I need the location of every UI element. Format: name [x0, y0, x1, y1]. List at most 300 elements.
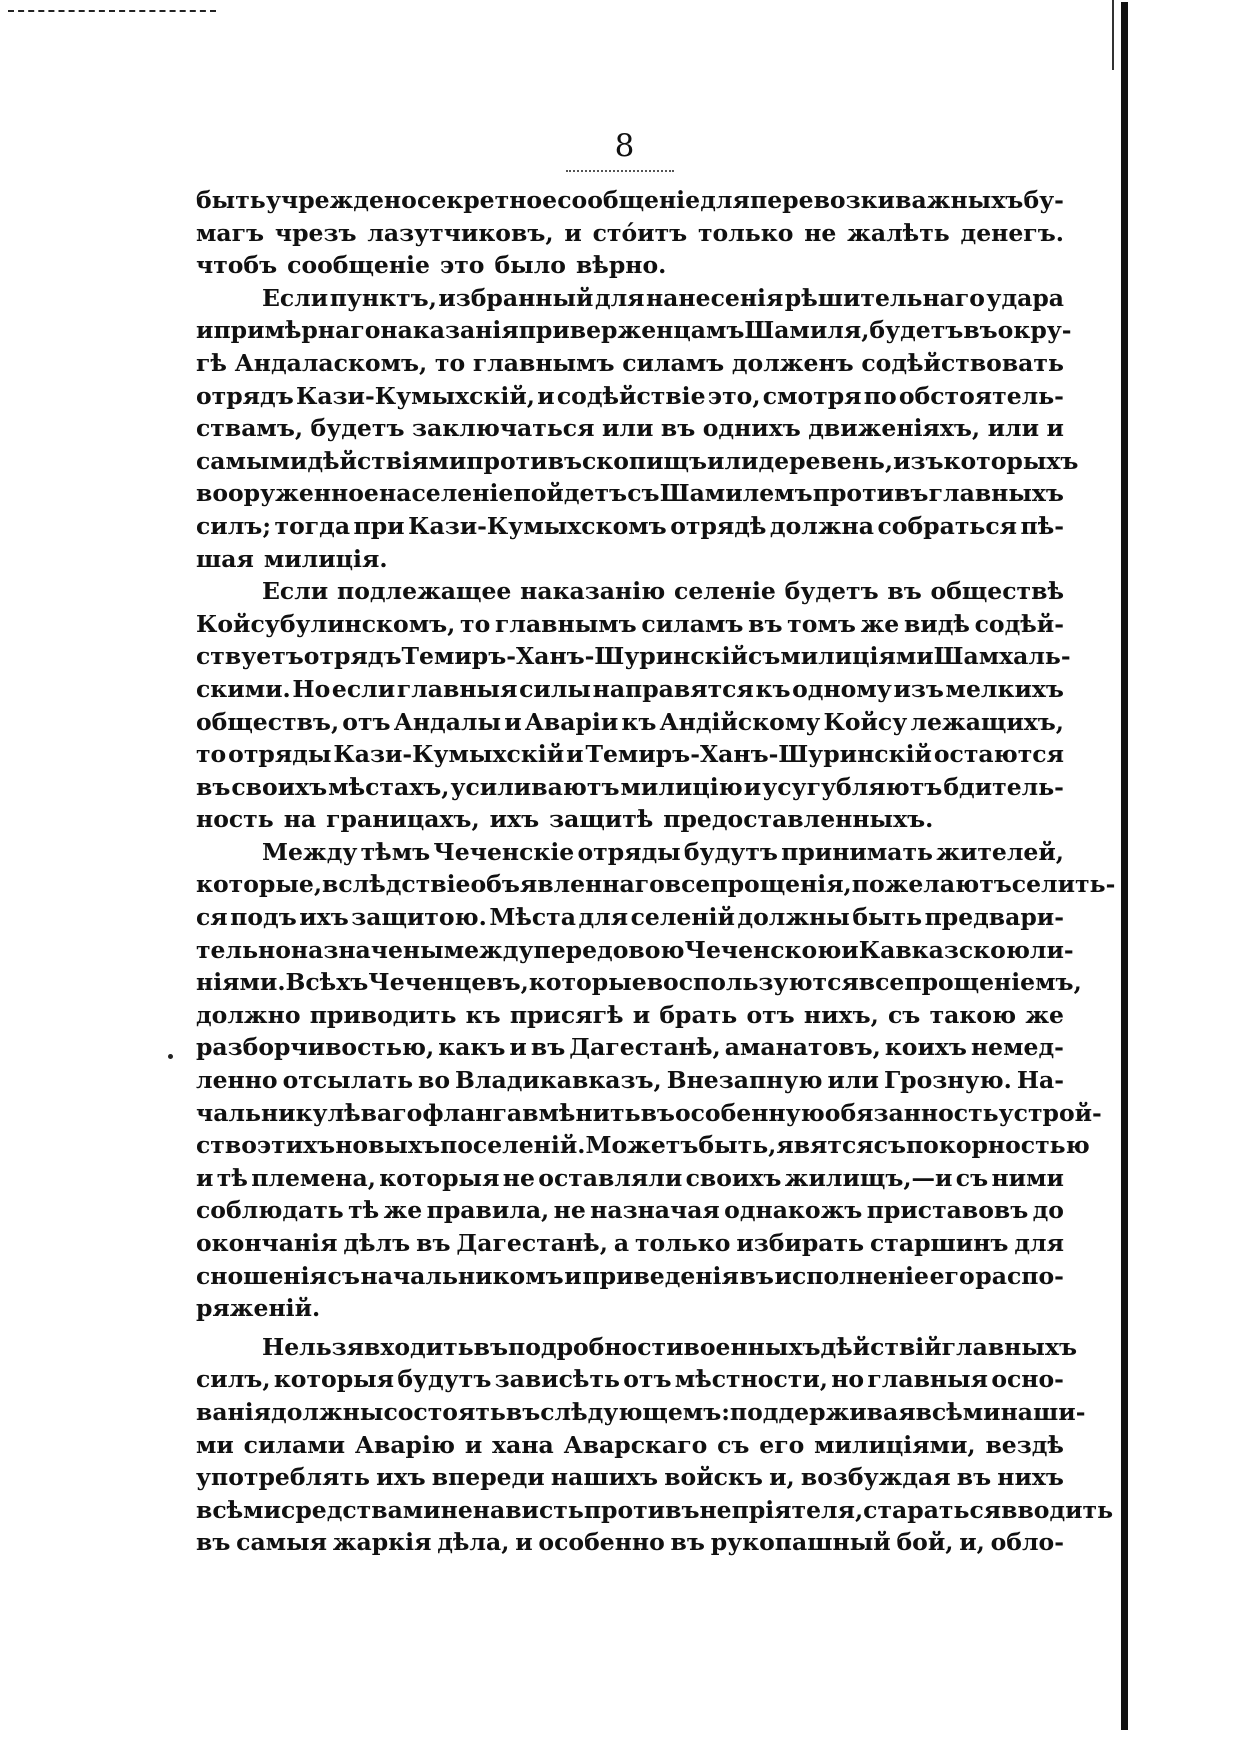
text-word: наказанія: [380, 316, 519, 345]
text-word: въ: [887, 577, 922, 606]
text-word: одному: [792, 674, 892, 703]
scan-speck: [168, 1054, 173, 1059]
text-line: [196, 575, 1064, 608]
text-word: ство: [196, 1131, 257, 1160]
text-word: и: [537, 381, 555, 410]
text-word: нихъ: [997, 1463, 1064, 1492]
text-word: отрядъ: [303, 642, 402, 671]
text-word: наказанію: [520, 577, 666, 606]
text-line: [196, 803, 1064, 836]
text-word: особенно: [538, 1528, 665, 1557]
text-word: отъ: [746, 1000, 795, 1029]
text-word: тельно: [196, 935, 291, 964]
text-word: ихъ: [299, 903, 349, 932]
text-word: удара: [986, 283, 1064, 312]
text-word: Кази-Кумыхскомъ: [408, 511, 667, 540]
text-word: съ: [627, 479, 660, 508]
text-line: [196, 901, 1064, 934]
text-word: стараться: [863, 1495, 1002, 1524]
text-word: бу-: [1023, 186, 1064, 214]
text-word: возбуждая: [800, 1463, 951, 1492]
text-word: милиціями: [780, 642, 934, 671]
text-word: содѣй-: [974, 609, 1064, 638]
text-word: приверженцамъ: [518, 316, 745, 345]
text-word: къ: [465, 1000, 501, 1029]
text-word: и: [515, 1528, 533, 1557]
text-word: то: [434, 348, 466, 377]
text-word: отрядъ: [196, 381, 294, 410]
text-word: защитою.: [351, 903, 487, 932]
text-word: то: [460, 609, 491, 638]
text-line: [196, 640, 1071, 673]
text-word: вооруженное: [196, 479, 379, 508]
text-word: и: [566, 740, 584, 769]
text-word: для: [700, 186, 750, 214]
text-word: въ: [640, 1098, 675, 1127]
text-word: тѣ: [216, 1163, 248, 1192]
text-word: вслѣдствіе: [322, 870, 471, 899]
text-word: немед-: [970, 1033, 1064, 1062]
text-line: [196, 184, 1064, 217]
text-word: вѣрно.: [575, 251, 667, 280]
text-word: всепрощенія,: [664, 870, 852, 899]
text-line: [196, 738, 1064, 771]
text-word: Дагестанѣ,: [569, 1033, 721, 1062]
text-word: племена,: [251, 1163, 376, 1192]
text-word: съ: [873, 1131, 906, 1160]
text-line: [196, 934, 1074, 967]
text-word: быть,: [698, 1131, 777, 1160]
text-word: которые,: [196, 870, 323, 899]
text-word: дѣйствіями: [307, 446, 467, 475]
text-word: устрой-: [998, 1098, 1102, 1127]
text-word: пѣ-: [1020, 511, 1064, 540]
text-word: силами: [243, 1430, 346, 1459]
text-word: вводить: [1001, 1495, 1114, 1524]
text-word: входить: [364, 1332, 474, 1361]
text-word: ленно: [196, 1066, 278, 1095]
text-word: сообщеніе: [287, 251, 430, 280]
text-word: только: [635, 1229, 731, 1257]
text-word: однихъ: [702, 414, 801, 443]
text-word: примѣрнаго: [213, 316, 381, 345]
text-word: которые: [528, 968, 647, 997]
text-line: [196, 706, 1064, 739]
text-word: чрезъ: [274, 218, 357, 247]
text-word: пунктъ,: [329, 283, 437, 312]
text-word: передовою: [533, 935, 685, 964]
body-text: [196, 184, 1116, 1559]
text-word: ми: [196, 1430, 234, 1459]
text-word: Кавказскою: [858, 935, 1030, 964]
text-word: Темиръ-Ханъ-Шуринскій: [585, 740, 932, 769]
text-line: [196, 510, 1064, 543]
text-word: учреждено: [265, 186, 417, 214]
text-line: [196, 1494, 1114, 1527]
text-word: чальнику: [196, 1098, 328, 1127]
text-word: жителей,: [936, 837, 1064, 866]
text-word: приводить: [309, 1000, 457, 1029]
text-word: особенную: [674, 1098, 825, 1127]
text-word: не: [502, 1163, 535, 1192]
text-word: войскъ: [664, 1463, 763, 1492]
text-word: наши-: [1000, 1397, 1086, 1426]
text-word: ними: [991, 1163, 1064, 1192]
text-word: избранный: [438, 283, 594, 312]
text-word: это,: [707, 381, 761, 410]
text-word: Если: [262, 577, 329, 606]
text-word: осно-: [991, 1365, 1064, 1394]
text-line: [196, 445, 1079, 478]
text-word: въ: [748, 609, 783, 638]
text-word: по: [863, 381, 897, 410]
text-word: предвари-: [924, 903, 1064, 932]
text-word: окру-: [997, 316, 1072, 345]
text-word: поселеній.: [440, 1131, 586, 1160]
text-word: главнымъ: [494, 609, 637, 638]
text-word: же: [383, 1196, 423, 1225]
text-word: мелкихъ: [945, 674, 1064, 703]
text-word: дѣйствій: [820, 1332, 942, 1361]
text-word: стóитъ: [592, 218, 688, 247]
text-word: это: [439, 251, 485, 280]
text-word: покорностью: [905, 1131, 1090, 1160]
text-word: Можетъ: [585, 1131, 699, 1160]
text-line: [196, 673, 1064, 706]
text-word: или: [601, 414, 654, 443]
text-line: [196, 314, 1072, 347]
text-line: [196, 1227, 1064, 1260]
text-word: и: [196, 316, 214, 345]
text-word: то: [196, 740, 227, 769]
text-word: Но: [292, 674, 331, 703]
text-word: ли-: [1029, 935, 1074, 964]
text-word: непріятеля,: [699, 1495, 864, 1524]
text-word: между: [443, 935, 534, 964]
text-word: Темиръ-Ханъ-Шуринскій: [401, 642, 748, 671]
text-word: и: [504, 707, 522, 736]
text-word: главныхъ: [928, 479, 1064, 508]
text-word: въ: [416, 1229, 451, 1257]
text-word: видѣ: [903, 609, 970, 638]
text-line: [196, 836, 1064, 869]
text-word: главнымъ: [472, 348, 615, 377]
text-word: противъ: [466, 446, 582, 475]
text-word: Шамиля,: [744, 316, 870, 345]
text-word: при: [353, 511, 405, 540]
text-word: ность: [196, 805, 274, 834]
text-word: ствамъ,: [196, 414, 304, 443]
text-word: силъ;: [196, 511, 272, 540]
text-word: или: [707, 446, 759, 475]
text-word: коихъ: [884, 1033, 967, 1062]
text-word: въ: [963, 316, 998, 345]
text-word: деревень,: [758, 446, 894, 475]
text-word: и: [509, 1033, 527, 1062]
text-word: отряды: [228, 740, 332, 769]
text-word: силы: [519, 674, 591, 703]
text-word: отсылать: [282, 1066, 414, 1095]
text-word: направятся: [592, 674, 754, 703]
text-word: защитѣ: [549, 805, 654, 834]
text-word: назначены: [290, 935, 444, 964]
text-word: Койсу: [823, 707, 908, 736]
text-line: [196, 477, 1064, 510]
text-word: ихъ: [489, 805, 540, 834]
text-word: до: [1032, 1196, 1064, 1225]
text-word: своихъ: [685, 1163, 782, 1192]
text-word: Шамхаль-: [933, 642, 1071, 671]
text-word: какъ: [438, 1033, 506, 1062]
text-line: [196, 412, 1064, 445]
text-line: [196, 771, 1064, 804]
text-word: или: [827, 1066, 879, 1095]
page-number-underline: [566, 170, 674, 172]
text-line: [196, 347, 1064, 380]
text-line: [196, 868, 1116, 901]
text-line: [196, 608, 1064, 641]
text-word: быть: [852, 903, 923, 932]
text-word: жалѣть: [847, 218, 950, 247]
text-word: хана: [492, 1430, 554, 1459]
text-word: было: [494, 251, 566, 280]
text-word: аманатовъ,: [724, 1033, 881, 1062]
text-word: селеніе: [674, 577, 776, 606]
text-word: въ: [530, 1033, 566, 1062]
text-word: милицію: [620, 772, 743, 801]
text-word: Чеченцевъ,: [368, 968, 529, 997]
text-word: ся: [196, 903, 228, 932]
text-word: если: [331, 674, 396, 703]
scan-right-edge-thin: [1112, 0, 1114, 70]
text-word: въ: [956, 1463, 992, 1492]
text-word: селеній: [630, 903, 735, 932]
text-line: [196, 1461, 1064, 1494]
text-word: бдитель-: [943, 772, 1064, 801]
text-word: быть: [196, 186, 266, 214]
text-line: [196, 543, 1064, 576]
text-word: томъ: [787, 609, 856, 638]
text-word: Всѣхъ: [285, 968, 369, 997]
text-word: сообщеніе: [557, 186, 701, 214]
text-word: въ: [660, 414, 696, 443]
text-word: явятся: [776, 1131, 874, 1160]
text-word: тѣ: [348, 1196, 380, 1225]
text-word: съ: [717, 1430, 750, 1459]
text-word: тогда: [274, 511, 351, 540]
text-word: Кази-Кумыхскій,: [295, 381, 535, 410]
text-word: Между: [262, 837, 358, 866]
text-word: впереди: [431, 1463, 545, 1492]
text-word: будетъ: [310, 414, 405, 443]
text-word: тѣмъ: [360, 837, 431, 866]
text-word: фланга: [422, 1098, 523, 1127]
text-word: и: [196, 1163, 214, 1192]
text-word: въ: [196, 772, 231, 801]
text-word: секретное: [417, 186, 558, 214]
text-word: ряженій.: [196, 1294, 321, 1323]
text-word: магъ: [196, 218, 265, 247]
text-word: принимать: [781, 837, 933, 866]
text-word: важныхъ: [895, 186, 1024, 214]
text-line: [196, 1194, 1064, 1227]
text-word: шая: [196, 544, 254, 573]
text-word: бой,: [896, 1528, 954, 1557]
text-word: для: [578, 903, 629, 932]
text-word: на: [283, 805, 317, 834]
text-word: для: [594, 283, 645, 312]
text-word: противъ: [583, 1495, 700, 1524]
text-word: всѣми: [915, 1397, 1001, 1426]
text-word: присягѣ: [509, 1000, 624, 1029]
text-word: Если: [262, 283, 329, 312]
text-word: отъ: [342, 707, 391, 736]
text-word: обло-: [990, 1528, 1064, 1557]
text-word: вмѣнить: [522, 1098, 641, 1127]
text-word: приведенія: [582, 1261, 739, 1290]
text-word: Андійскому: [659, 707, 821, 736]
text-word: къ: [621, 707, 657, 736]
text-word: подробности: [508, 1332, 684, 1361]
text-word: скими.: [196, 674, 291, 703]
text-word: Владикавказъ,: [455, 1066, 662, 1095]
text-word: изъ: [893, 446, 944, 475]
text-word: должны: [737, 903, 850, 932]
text-word: селить-: [1011, 870, 1116, 899]
text-word: отрядѣ: [670, 511, 767, 540]
text-word: главныя: [867, 1365, 989, 1394]
text-word: и,: [769, 1463, 795, 1492]
text-word: и: [1046, 414, 1064, 443]
text-word: въ: [670, 1528, 705, 1557]
scan-top-rule: [8, 10, 216, 12]
text-line: [196, 282, 1064, 315]
text-word: военныхъ: [683, 1332, 821, 1361]
text-word: съ: [747, 642, 781, 671]
text-word: которыхъ: [943, 446, 1079, 475]
text-word: разборчивостью,: [196, 1033, 435, 1062]
text-word: лѣваго: [327, 1098, 423, 1127]
text-word: силъ,: [196, 1365, 271, 1394]
text-word: отъ: [623, 1365, 672, 1394]
text-word: избирать: [736, 1229, 865, 1257]
text-line: [196, 1031, 1064, 1064]
text-word: Чеченскою: [684, 935, 842, 964]
text-word: Мѣста: [489, 903, 576, 932]
text-line: [196, 1429, 1064, 1462]
text-word: въ: [739, 1261, 774, 1290]
text-word: въ: [473, 1332, 509, 1361]
text-word: главныхъ: [941, 1332, 1077, 1361]
text-word: въ: [505, 1397, 541, 1426]
text-word: которыя: [379, 1163, 500, 1192]
text-word: усугубляютъ: [762, 772, 943, 801]
text-word: предоставленныхъ.: [663, 805, 934, 834]
text-word: главныя: [396, 674, 518, 703]
text-word: Андалы: [393, 707, 502, 736]
text-word: старшинъ: [869, 1229, 1009, 1257]
text-word: всѣми: [196, 1495, 282, 1524]
text-word: его: [759, 1430, 805, 1459]
text-word: лежащихъ,: [910, 707, 1064, 736]
text-word: и: [464, 1430, 483, 1459]
text-word: Андаласкомъ,: [234, 348, 428, 377]
text-word: Койсубулинскомъ,: [196, 609, 456, 638]
text-line: [196, 217, 1064, 250]
text-line: [196, 1396, 1086, 1429]
text-word: жилищъ,—и: [784, 1163, 953, 1192]
text-word: силамъ: [641, 609, 744, 638]
text-word: и: [632, 1000, 651, 1029]
text-word: обязанность: [824, 1098, 999, 1127]
text-word: такою: [929, 1000, 1017, 1029]
text-word: воспользуются: [646, 968, 859, 997]
text-word: но: [831, 1365, 865, 1394]
text-word: должно: [196, 1000, 301, 1029]
text-word: Аварскаго: [563, 1430, 708, 1459]
text-word: объявленнаго: [470, 870, 665, 899]
text-word: ихъ: [376, 1463, 426, 1492]
text-word: и: [564, 218, 582, 247]
text-word: къ: [755, 674, 791, 703]
text-line: [196, 1162, 1064, 1195]
text-word: жаркія: [332, 1528, 432, 1557]
text-word: милиція.: [263, 544, 388, 573]
text-word: будутъ: [397, 1365, 492, 1394]
text-word: и,: [959, 1528, 985, 1557]
text-word: смотря: [762, 381, 862, 410]
text-word: съ: [955, 1163, 989, 1192]
text-line: [196, 1064, 1064, 1097]
text-word: самыя: [236, 1528, 328, 1557]
text-line: [196, 1526, 1064, 1559]
text-word: противъ: [812, 479, 929, 508]
text-word: Кази-Кумыхскій: [333, 740, 565, 769]
text-word: будетъ: [784, 577, 879, 606]
text-word: однакожъ: [724, 1196, 863, 1225]
text-word: приставовъ: [866, 1196, 1029, 1225]
text-word: начальникомъ: [360, 1261, 564, 1290]
text-word: будетъ: [869, 316, 964, 345]
text-line: [196, 249, 1064, 282]
text-line: [196, 966, 1082, 999]
text-word: самыми: [196, 446, 308, 475]
text-word: Дагестанѣ,: [456, 1229, 608, 1257]
text-word: назначая: [590, 1196, 720, 1225]
text-word: Нельзя: [262, 1332, 365, 1361]
text-word: изъ: [893, 674, 944, 703]
text-word: должны: [271, 1397, 384, 1426]
text-line: [196, 1260, 1064, 1293]
text-word: остаются: [933, 740, 1064, 769]
text-word: ненависть: [440, 1495, 584, 1524]
text-word: силамъ: [622, 348, 725, 377]
text-word: скопищъ: [581, 446, 708, 475]
text-word: перевозки: [750, 186, 895, 214]
text-word: исполненіе: [774, 1261, 929, 1290]
text-word: отряды: [577, 837, 681, 866]
text-line: [196, 1129, 1090, 1162]
text-word: употреблять: [196, 1463, 370, 1492]
scan-right-edge: [1121, 2, 1128, 1730]
text-line: [196, 1097, 1102, 1130]
text-word: не: [553, 1196, 586, 1225]
text-word: Чеченскіе: [433, 837, 575, 866]
text-word: На-: [1016, 1066, 1064, 1095]
text-word: съ: [888, 1000, 921, 1029]
text-word: поддерживая: [729, 1397, 916, 1426]
text-line: [196, 380, 1064, 413]
